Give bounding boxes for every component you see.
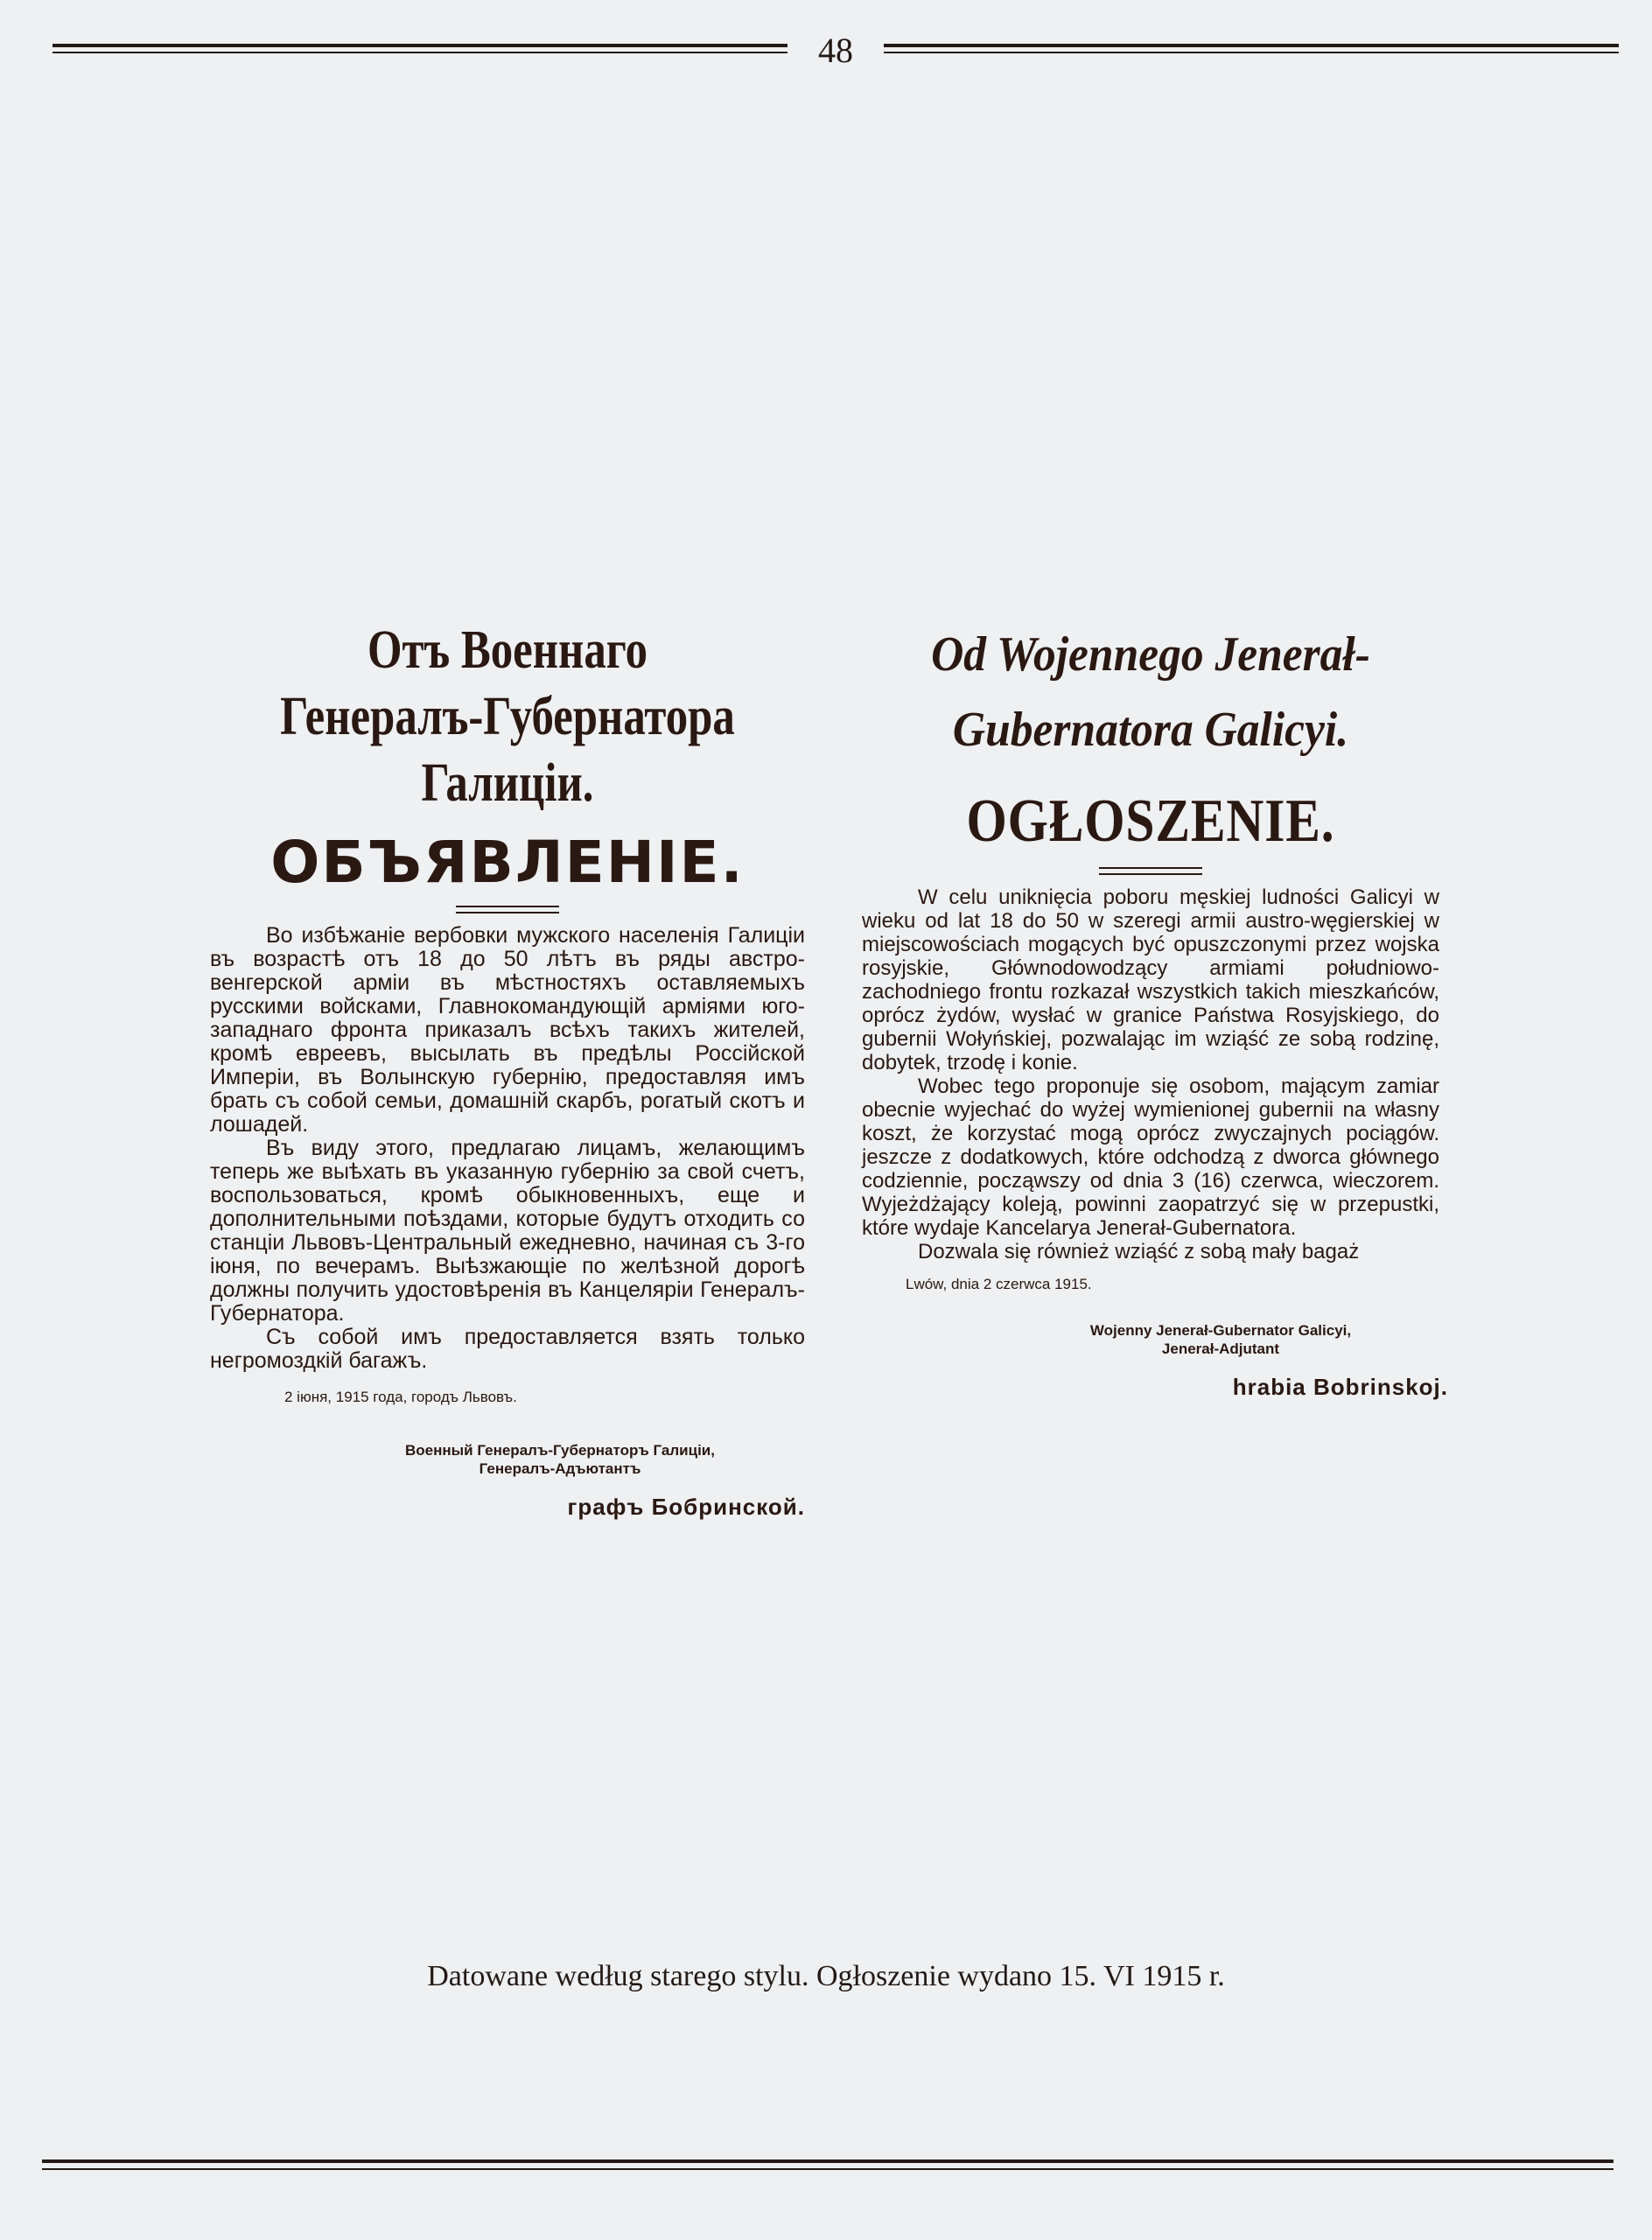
polish-signature-rank: Jenerał-Adjutant <box>1161 1340 1280 1357</box>
russian-paragraph: Въ виду этого, предлагаю лицамъ, желающимъ теперь же выѣхать въ указанную губернію за свой счетъ, воспользоваться, кромѣ обыкновенныхъ, еще и дополнительными поѣздами, которые будутъ отходить со станціи Львовъ-Центральный ежедневно, начиная съ 3-го іюня, по вечерамъ. Выѣзжающіе по желѣзной дорогѣ должны получить удостовѣренія въ Канцеляріи Генералъ-Губернатора. <box>210 1136 805 1326</box>
polish-title: Od Wojennego Jenerał-Gubernatora Galicyi. <box>931 627 1370 757</box>
polish-announcement: OGŁOSZENIE. <box>966 788 1335 855</box>
page-number: 48 <box>818 31 853 70</box>
russian-date-line: 2 іюня, 1915 года, городъ Львовъ. <box>284 1389 517 1405</box>
page-caption: Datowane według starego stylu. Ogłoszenie wydano 15. VI 1915 r. <box>427 1960 1225 1992</box>
polish-signature-office <box>862 1321 1439 1358</box>
polish-date-line: Lwów, dnia 2 czerwca 1915. <box>906 1276 1092 1292</box>
russian-paragraph: Во избѣжаніе вербовки мужского населенія Галиціи въ возрастѣ отъ 18 до 50 лѣтъ въ ряды австро-венгерской арміи въ мѣстностяхъ оставляемыхъ русскими войсками, Главнокомандующій арміями юго-западнаго фронта приказалъ всѣхъ такихъ жителей, кромѣ евреевъ, высылать въ предѣлы Россійской Имперіи, въ Волынскую губернію, предоставляя имъ брать съ собой семьи, домашній скарбъ, рогатый скотъ и лошадей. <box>210 923 805 1137</box>
page-header <box>52 32 1619 70</box>
russian-paragraph: Съ собой имъ предоставляется взять только негромоздкій багажъ. <box>210 1325 805 1373</box>
polish-column <box>862 617 1448 1401</box>
header-rule-left <box>52 44 788 56</box>
footer-rule <box>42 2160 1614 2174</box>
polish-signature-title: Wojenny Jenerał-Gubernator Galicyi, <box>1089 1322 1352 1339</box>
russian-signature-rank: Генералъ-Адъютантъ <box>479 1460 641 1477</box>
russian-signature-title: Военный Генералъ-Губернаторъ Галиціи, <box>405 1442 715 1459</box>
polish-paragraph: Dozwala się również wziąść z sobą mały bagaż <box>918 1240 1360 1264</box>
polish-paragraph: Wobec tego proponuje się osobom, mającym zamiar obecnie wyjechać do wyżej wymienionej gubernii na własny koszt, że korzystać mogą oprócz zwyczajnych pociągów. jeszcze z dodatkowych, które odchodzą z dworca głównego codziennie, począwszy od dnia 3 (16) czerwca, wieczorem. Wyjeżdżający koleją, powinni zaopatrzyć się w przepustki, które wydaje Kancelarya Jenerał-Gubernatora. <box>862 1074 1439 1240</box>
russian-signature-name: графъ Бобринской. <box>567 1494 805 1520</box>
header-rule-right <box>884 44 1619 56</box>
polish-divider <box>1099 867 1202 875</box>
russian-title: Отъ Военнаго Генералъ-Губернатора Галиціи. <box>280 620 735 813</box>
russian-divider <box>456 906 559 914</box>
russian-body <box>210 924 805 1373</box>
russian-column <box>210 617 805 1521</box>
polish-paragraph: W celu uniknięcia poboru męskiej ludności Galicyi w wieku od lat 18 do 50 w szeregi armii austro-węgierskiej w miejscowościach mogących być opuszczonymi przez wojska rosyjskie, Głównodowodzący armiami południowo-zachodniego frontu rozkazał wszystkich takich mieszkańców, oprócz żydów, wysłać w granice Państwa Rosyjskiego, do gubernii Wołyńskiej, pozwalając im wziąść ze sobą rodzinę, dobytek, trzodę i konie. <box>862 886 1439 1074</box>
polish-signature-name: hrabia Bobrinskoj. <box>1232 1374 1448 1400</box>
russian-announcement: ОБЪЯВЛЕНІЕ. <box>270 829 745 896</box>
polish-body <box>862 886 1439 1264</box>
russian-signature-office <box>210 1441 805 1478</box>
